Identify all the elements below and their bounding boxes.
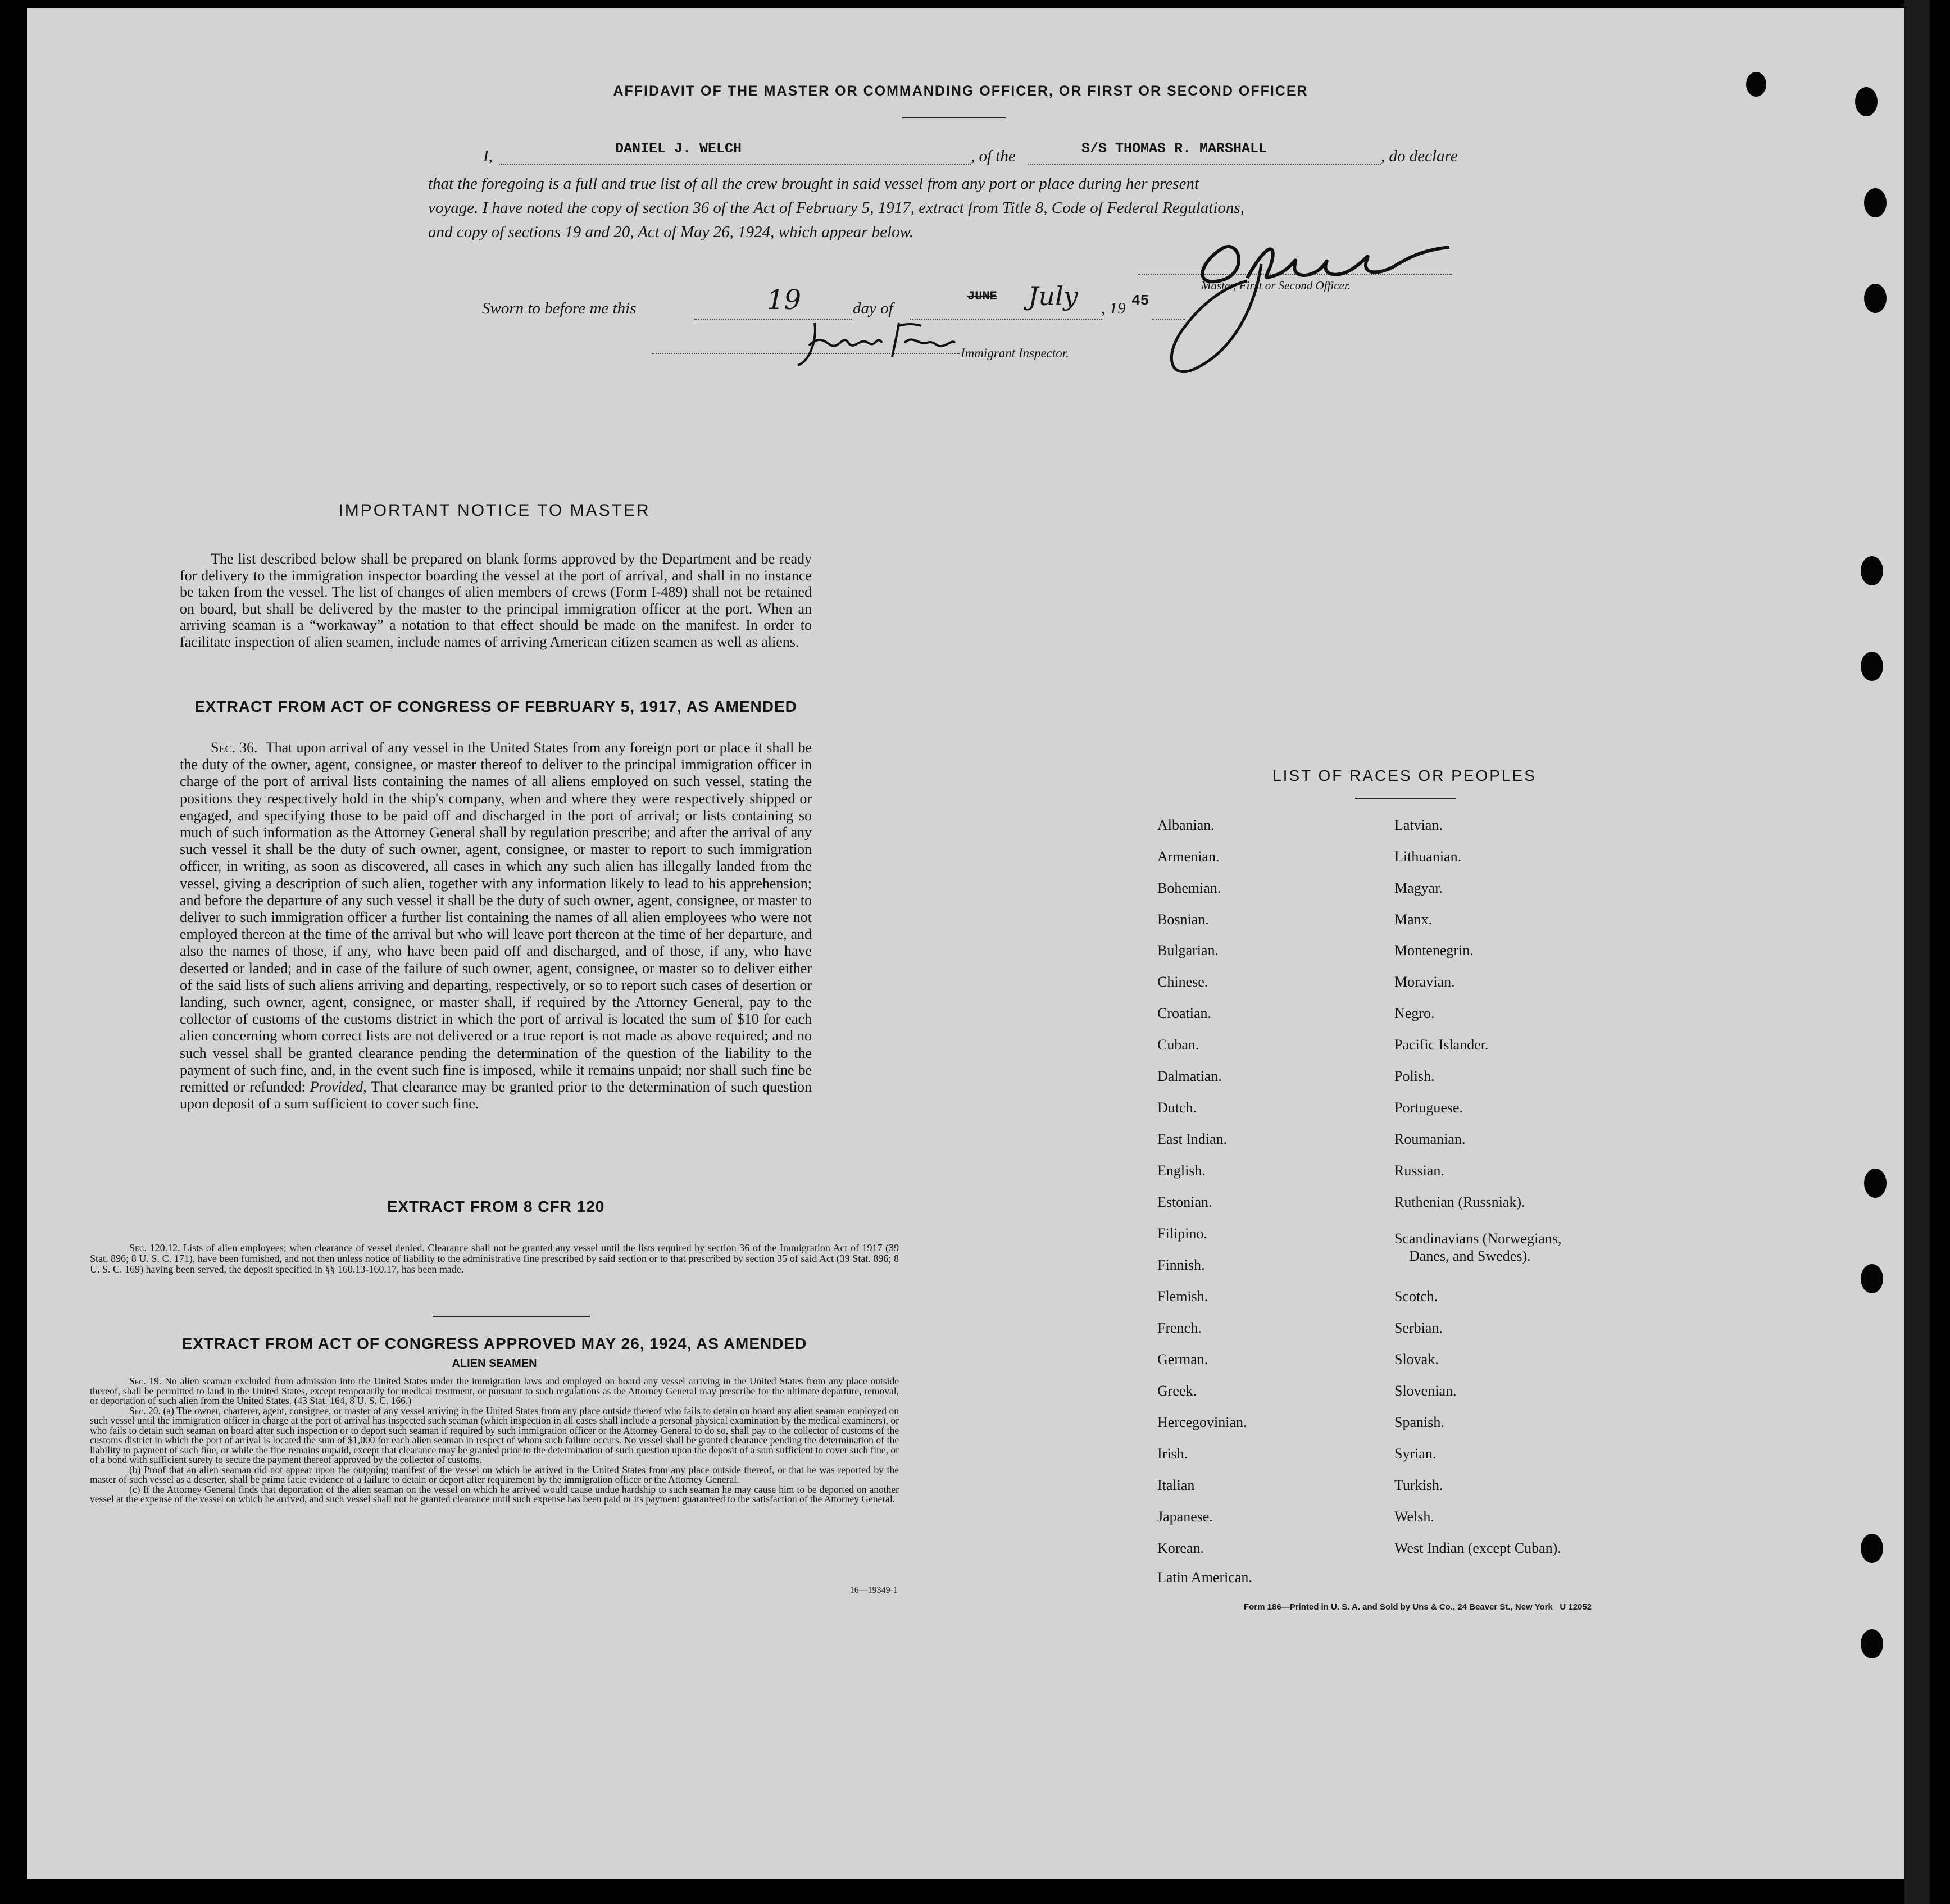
extract-cfr-body — [90, 1243, 899, 1275]
divider — [1355, 798, 1456, 799]
master-name: DANIEL J. WELCH — [615, 140, 742, 157]
race-item: Bulgarian. — [1157, 942, 1219, 958]
punch-hole — [1861, 652, 1883, 681]
month-written: July — [1028, 281, 1078, 311]
page-edge — [1904, 0, 1930, 1904]
inspector-signature-image — [792, 312, 961, 374]
notice-title: IMPORTANT NOTICE TO MASTER — [338, 501, 651, 520]
sec-20-paragraph — [90, 1406, 899, 1465]
race-item: Italian — [1157, 1477, 1195, 1493]
race-item: German. — [1157, 1351, 1208, 1367]
race-item: Croatian. — [1157, 1005, 1212, 1021]
race-item: Moravian. — [1394, 974, 1455, 990]
race-item: Pacific Islander. — [1394, 1037, 1489, 1053]
sec-120-text: Lists of alien employees; when clearance of vessel denied. Clearance shall not be granted any vessel until the lists required by section 36 of the Immigration Act of 1917 (39 Stat. 896; 8 U. S. C. 171), have been furnished, and not then unless notice of liability to the administrative fine prescribed by said section or to that prescribed by section 35 of said Act (39 Stat. 896; 8 U. S. C. 169) having been served, the deposit specified in §§ 160.13-160.17, has been made. — [90, 1242, 899, 1275]
punch-hole — [1861, 1629, 1883, 1658]
race-item: Ruthenian (Russniak). — [1394, 1194, 1525, 1210]
punch-hole — [1864, 188, 1887, 217]
year-suffix: 45 — [1131, 292, 1149, 309]
races-title: LIST OF RACES OR PEOPLES — [1272, 767, 1537, 784]
vessel-name: S/S THOMAS R. MARSHALL — [1081, 140, 1267, 157]
race-item: Manx. — [1394, 911, 1433, 928]
extract-cfr-title: EXTRACT FROM 8 CFR 120 — [387, 1198, 605, 1215]
race-item: Montenegrin. — [1394, 942, 1474, 958]
month-struck: JUNE — [967, 289, 997, 303]
race-item: Slovak. — [1394, 1351, 1439, 1367]
race-item: Irish. — [1157, 1446, 1188, 1462]
race-item: Slovenian. — [1394, 1383, 1457, 1399]
race-item: Dutch. — [1157, 1099, 1197, 1116]
punch-hole — [1861, 556, 1883, 585]
race-item: Cuban. — [1157, 1037, 1199, 1053]
race-item: Bosnian. — [1157, 911, 1209, 928]
race-item: Bohemian. — [1157, 880, 1221, 896]
punch-hole — [1855, 87, 1878, 116]
extract-1924-body — [90, 1376, 899, 1505]
affidavit-line: voyage. I have noted the copy of section 36 of the Act of February 5, 1917, extract from Title 8, Code of Federal Regulations, — [428, 199, 1244, 217]
day-of-label: day of — [853, 299, 893, 317]
officer-label: Master, First or Second Officer. — [1201, 279, 1351, 292]
race-item: Filipino. — [1157, 1225, 1207, 1242]
race-item: Latin American. — [1157, 1569, 1252, 1585]
race-item: Polish. — [1394, 1068, 1435, 1084]
sec-19-label: Sec. 19. — [129, 1375, 162, 1387]
race-item: Negro. — [1394, 1005, 1435, 1021]
race-item: Greek. — [1157, 1383, 1197, 1399]
affidavit-title: AFFIDAVIT OF THE MASTER OR COMMANDING OFFICER, OR FIRST OR SECOND OFFICER — [613, 83, 1308, 99]
extract-1917-body — [180, 739, 812, 1112]
race-item: Danes, and Swedes). — [1409, 1248, 1531, 1264]
race-item: Spanish. — [1394, 1414, 1444, 1430]
para-b: (b) Proof that an alien seaman did not appear upon the outgoing manifest of the vessel on which he arrived in the United States from any place outside thereof, or that he was reported by the master of such vessel as a deserter, shall be prima facie evidence of a failure to detain or deport after requirement by the immigration officer or the Attorney General. — [90, 1464, 899, 1485]
form-code: 16—19349-1 — [849, 1585, 898, 1595]
master-signature-image — [1157, 225, 1472, 382]
race-item: Finnish. — [1157, 1257, 1205, 1273]
sec-19-text: No alien seaman excluded from admission into the United States under the immigration laws and employed on board any vessel arriving in the United States from any place outside thereof, shall be permitted to land in the United States, except temporarily for medical treatment, or pursuant to such regulations as the Attorney General may prescribe for the ultimate departure, removal, or deportation of such alien from the United States. (43 Stat. 164, 8 U. S. C. 166.) — [90, 1375, 899, 1406]
of-the-label: , of the — [971, 147, 1016, 165]
punch-hole — [1864, 1169, 1887, 1198]
sec-120-label: Sec. 120.12. — [129, 1242, 180, 1253]
sec-19-paragraph — [90, 1376, 899, 1406]
race-item: English. — [1157, 1162, 1206, 1179]
race-item: Portuguese. — [1394, 1099, 1463, 1116]
race-item: Scotch. — [1394, 1288, 1438, 1305]
extract-1924-subtitle: ALIEN SEAMEN — [452, 1357, 537, 1370]
race-item: Scandinavians (Norwegians, — [1394, 1230, 1562, 1247]
year-prefix: , 19 — [1101, 299, 1126, 317]
proviso-text: That clearance may be granted prior to the determination of such question upon deposit of a sum sufficient to cover such fine. — [180, 1079, 812, 1112]
sec-36-label: Sec. 36. — [211, 739, 258, 756]
i-label: I, — [483, 147, 493, 165]
inspector-label: Immigrant Inspector. — [961, 346, 1069, 360]
race-item: Chinese. — [1157, 974, 1208, 990]
extract-1924-title: EXTRACT FROM ACT OF CONGRESS APPROVED MAY 26, 1924, AS AMENDED — [181, 1335, 807, 1352]
race-item: Syrian. — [1394, 1446, 1437, 1462]
race-item: Magyar. — [1394, 880, 1443, 896]
race-item: Roumanian. — [1394, 1131, 1466, 1147]
sec-20-label: Sec. 20. — [129, 1405, 161, 1416]
declare-label: , do declare — [1381, 147, 1458, 165]
race-item: Albanian. — [1157, 817, 1215, 833]
race-item: Flemish. — [1157, 1288, 1208, 1305]
sworn-day: 19 — [767, 284, 802, 316]
race-item: Turkish. — [1394, 1477, 1443, 1493]
extract-1917-title: EXTRACT FROM ACT OF CONGRESS OF FEBRUARY 5, 1917, AS AMENDED — [194, 698, 797, 715]
sec-36-text: That upon arrival of any vessel in the United States from any foreign port or place it shall be the duty of the owner, agent, consignee, or master thereof to deliver to the principal immigration officer in charge of the port of arrival lists containing the names of all aliens employed on such vessel, stating the positions they respectively hold in the ship's company, when and where they were respectively shipped or engaged, and specifying those to be paid off and discharged in the port of arrival; or lists containing so much of such information as the Attorney General shall by regulation prescribe; and after the arrival of any such vessel it shall be the duty of such owner, agent, consignee, or master to report to such immigration officer, in writing, as soon as discovered, all cases in which any such alien has illegally landed from the vessel, giving a description of such alien, together with any information likely to lead to his apprehension; and before the departure of any such vessel it shall be the duty of such owner, agent, consignee, or master to deliver to such immigration officer a further list containing the names of all alien employees who were not employed thereon at the time of the arrival but who will leave port thereon at the time of her departure, and also the names of those, if any, who have been paid off and discharged, and of those, if any, who have deserted or landed; and in case of the failure of such owner, agent, consignee, or master so to deliver either of the said lists of such aliens arriving and departing, respectively, or so to report such cases of desertion or landing, such owner, agent, consignee, or master shall, if required by the Attorney General, pay to the collector of customs of the customs district in which the port of arrival is located the sum of $10 for each alien concerning whom correct lists are not delivered or a true report is not made as above required; and no such vessel shall be granted clearance pending the determination of the question of the liability to the payment of such fine, and, in the event such fine is imposed, while it remains unpaid; nor shall such fine be remitted or refunded: — [180, 739, 812, 1096]
punch-hole — [1861, 1264, 1883, 1293]
race-item: Korean. — [1157, 1540, 1204, 1556]
race-item: East Indian. — [1157, 1131, 1228, 1147]
race-item: French. — [1157, 1320, 1202, 1336]
punch-hole — [1864, 284, 1887, 313]
race-item: Latvian. — [1394, 817, 1443, 833]
proviso-label: Provided, — [310, 1079, 367, 1096]
punch-hole — [1861, 1534, 1883, 1563]
race-item: Estonian. — [1157, 1194, 1212, 1210]
divider — [433, 1316, 590, 1317]
race-item: Armenian. — [1157, 848, 1220, 865]
race-item: West Indian (except Cuban). — [1394, 1540, 1561, 1556]
form-printer-line: Form 186—Printed in U. S. A. and Sold by Uns & Co., 24 Beaver St., New York U 12052 — [1244, 1602, 1592, 1612]
race-item: Hercegovinian. — [1157, 1414, 1247, 1430]
sworn-label: Sworn to before me this — [482, 299, 637, 317]
race-item: Russian. — [1394, 1162, 1444, 1179]
notice-body: The list described below shall be prepared on blank forms approved by the Department and be ready for delivery to the immigration inspector boarding the vessel at the port of arrival, and shall in no instance be taken from the vessel. The list of changes of alien members of crews (Form I-489) shall not be retained on board, but shall be delivered by the master to the principal immigration officer at the port. When an arriving seaman is a “workaway” a notation to that effect should be made on the manifest. In order to facilitate inspection of alien seamen, include names of arriving American citizen seamen as well as aliens. — [180, 551, 812, 650]
divider — [902, 117, 1006, 118]
para-c: (c) If the Attorney General finds that deportation of the alien seaman on the vessel on which he arrived would cause undue hardship to such seaman he may cause him to be deported on another vessel at the expense of the vessel on which he arrived, and such vessel shall not be granted clearance until such expense has been paid or its payment guaranteed to the satisfaction of the Attorney General. — [90, 1483, 899, 1505]
race-item: Lithuanian. — [1394, 848, 1462, 865]
punch-hole — [1746, 72, 1766, 97]
affidavit-line: and copy of sections 19 and 20, Act of May 26, 1924, which appear below. — [428, 223, 913, 241]
race-item: Serbian. — [1394, 1320, 1443, 1336]
sec-20-text: (a) The owner, charterer, agent, consignee, or master of any vessel arriving in the United States from any place outside thereof who fails to detain on board any alien seaman employed on such vessel until the immigration officer in charge at the port of arrival has inspected such seaman (which inspection in all cases shall include a personal physical examination by the medical examiners), or who fails to detain such seaman on board after such inspection or to deport such seaman if required by such immigration officer or the Attorney General to do so, shall pay to the collector of customs of the customs district in which the port of arrival is located the sum of $1,000 for each alien seaman in respect of whom such failure occurs. No vessel shall be granted clearance pending the determination of the liability to payment of such fine, or while the fine remains unpaid, except that clearance may be granted prior to the determination of such question upon the deposit of a sum sufficient to cover such fine, or of a bond with sufficient surety to secure the payment thereof approved by the collector of customs. — [90, 1405, 899, 1465]
race-item: Welsh. — [1394, 1508, 1434, 1525]
race-item: Japanese. — [1157, 1508, 1213, 1525]
affidavit-line: that the foregoing is a full and true list of all the crew brought in said vessel from any port or place during her present — [428, 175, 1199, 193]
race-item: Dalmatian. — [1157, 1068, 1222, 1084]
